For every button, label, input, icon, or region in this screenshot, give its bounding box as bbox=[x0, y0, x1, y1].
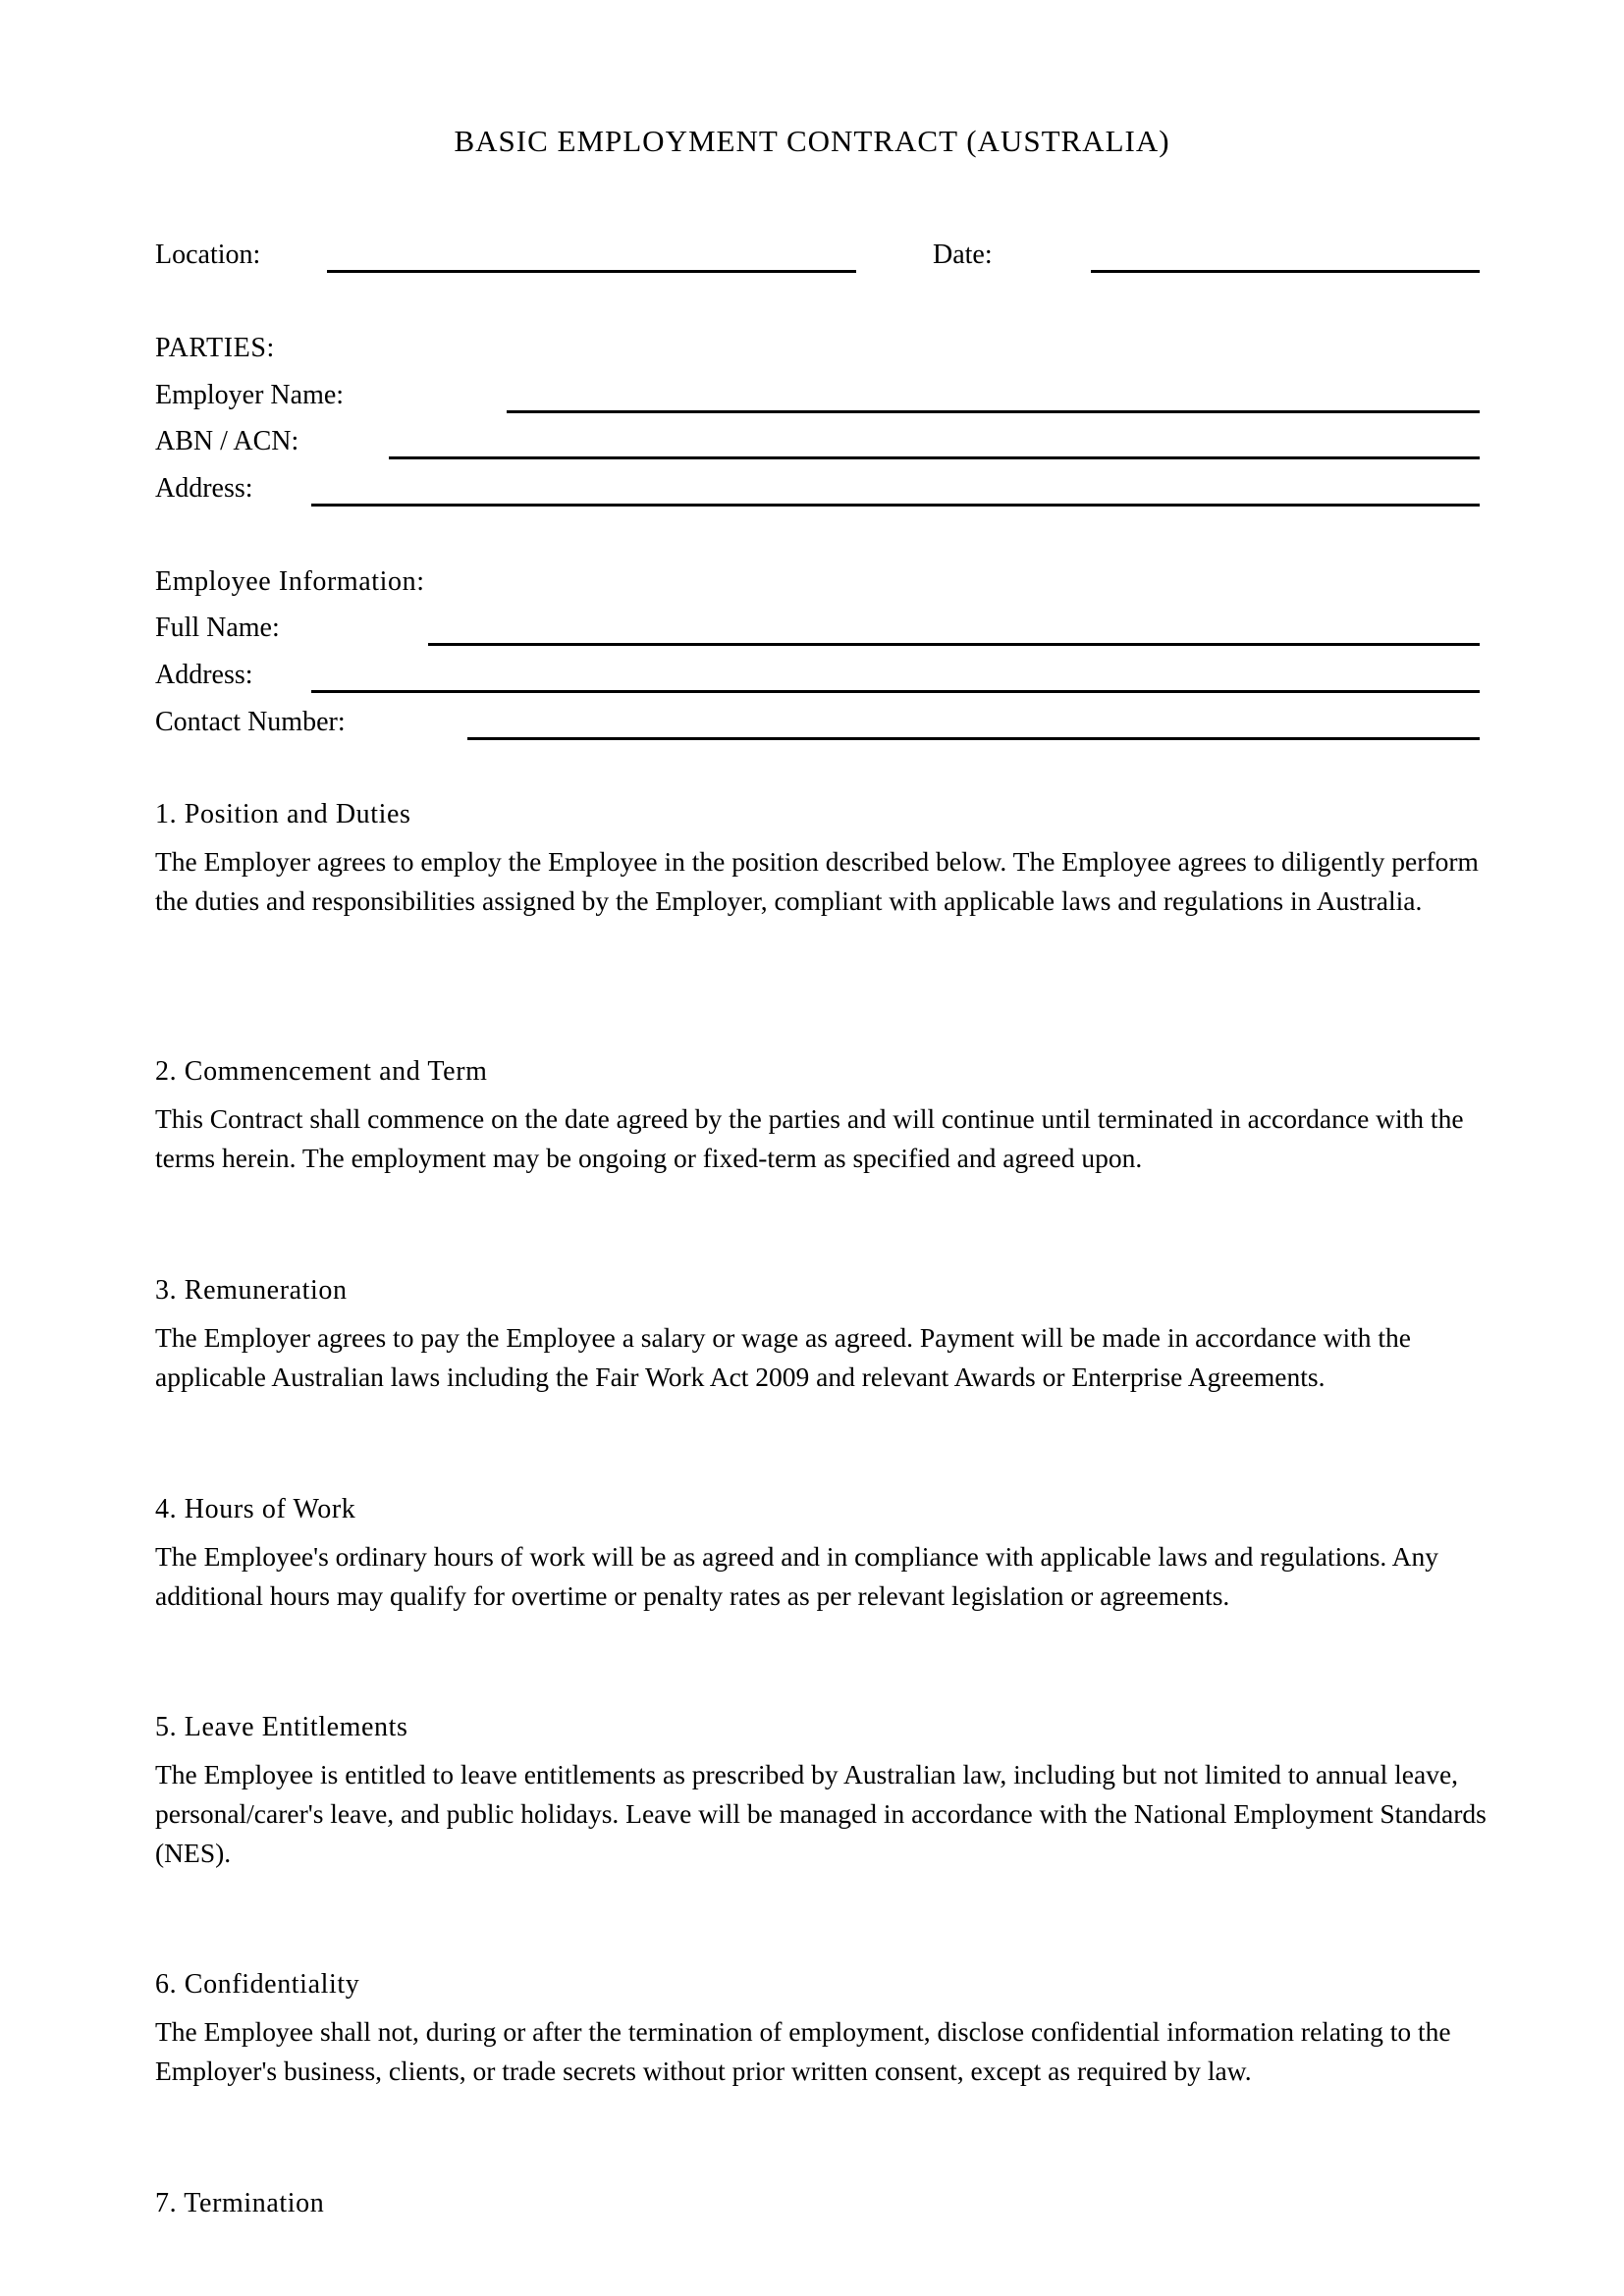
employer-name-field[interactable] bbox=[507, 410, 1480, 413]
section-body-confidentiality: The Employee shall not, during or after the termination of employment, disclose confidential information relating to the Employer's business, clients, or trade secrets without prior written consent, except as required by law. bbox=[155, 2016, 1451, 2086]
section-heading-leave-entitlements: 5. Leave Entitlements bbox=[155, 1712, 408, 1742]
employer-name-row bbox=[155, 376, 1481, 415]
abn-acn-field[interactable] bbox=[389, 456, 1480, 459]
location-field[interactable] bbox=[327, 270, 856, 273]
date-label: Date: bbox=[933, 240, 993, 270]
abn-acn-row bbox=[155, 422, 1481, 461]
section-heading-termination: 7. Termination bbox=[155, 2188, 325, 2218]
section-heading-remuneration: 3. Remuneration bbox=[155, 1275, 348, 1306]
location-label: Location: bbox=[155, 240, 261, 270]
full-name-row bbox=[155, 609, 1481, 648]
employee-address-field[interactable] bbox=[311, 690, 1480, 693]
section-heading-hours-of-work: 4. Hours of Work bbox=[155, 1494, 356, 1524]
location-date-row bbox=[155, 236, 1471, 275]
employee-address-row bbox=[155, 656, 1481, 695]
section-body-hours-of-work: The Employee's ordinary hours of work will be as agreed and in compliance with applicable laws and regulations. Any additional hours may qualify for overtime or penalty rates as per relevant legislation or agreements. bbox=[155, 1541, 1439, 1611]
contact-number-label: Contact Number: bbox=[155, 707, 346, 737]
section-body-commencement-term: This Contract shall commence on the date agreed by the parties and will continue until terminated in accordance with the terms herein. The employment may be ongoing or fixed-term as specified and agreed upon. bbox=[155, 1103, 1464, 1173]
section-body-position-duties: The Employer agrees to employ the Employee in the position described below. The Employee agrees to diligently perform the duties and responsibilities assigned by the Employer, compliant with applicable laws and regulations in Australia. bbox=[155, 846, 1479, 916]
contact-number-field[interactable] bbox=[467, 737, 1480, 740]
employer-address-row bbox=[155, 469, 1481, 508]
abn-acn-label: ABN / ACN: bbox=[155, 426, 299, 456]
employee-info-heading: Employee Information: bbox=[155, 566, 425, 597]
employer-address-label: Address: bbox=[155, 473, 253, 504]
document-title: BASIC EMPLOYMENT CONTRACT (AUSTRALIA) bbox=[454, 124, 1170, 158]
date-field[interactable] bbox=[1091, 270, 1480, 273]
section-heading-position-duties: 1. Position and Duties bbox=[155, 799, 411, 829]
section-body-remuneration: The Employer agrees to pay the Employee a salary or wage as agreed. Payment will be made in accordance with the applicable Australian laws including the Fair Work Act 2009 and relevant Awards or Enterprise Agreements. bbox=[155, 1322, 1412, 1392]
section-heading-confidentiality: 6. Confidentiality bbox=[155, 1969, 360, 2000]
full-name-field[interactable] bbox=[428, 643, 1480, 646]
section-heading-commencement-term: 2. Commencement and Term bbox=[155, 1056, 488, 1087]
full-name-label: Full Name: bbox=[155, 613, 280, 643]
parties-heading: PARTIES: bbox=[155, 333, 275, 363]
employee-address-label: Address: bbox=[155, 660, 253, 690]
contact-number-row bbox=[155, 703, 1481, 742]
employer-address-field[interactable] bbox=[311, 504, 1480, 507]
employer-name-label: Employer Name: bbox=[155, 380, 345, 410]
section-body-leave-entitlements: The Employee is entitled to leave entitlements as prescribed by Australian law, including but not limited to annual leave, personal/carer's leave, and public holidays. Leave will be managed in accordance with the National Employment Standards (NES). bbox=[155, 1759, 1487, 1868]
